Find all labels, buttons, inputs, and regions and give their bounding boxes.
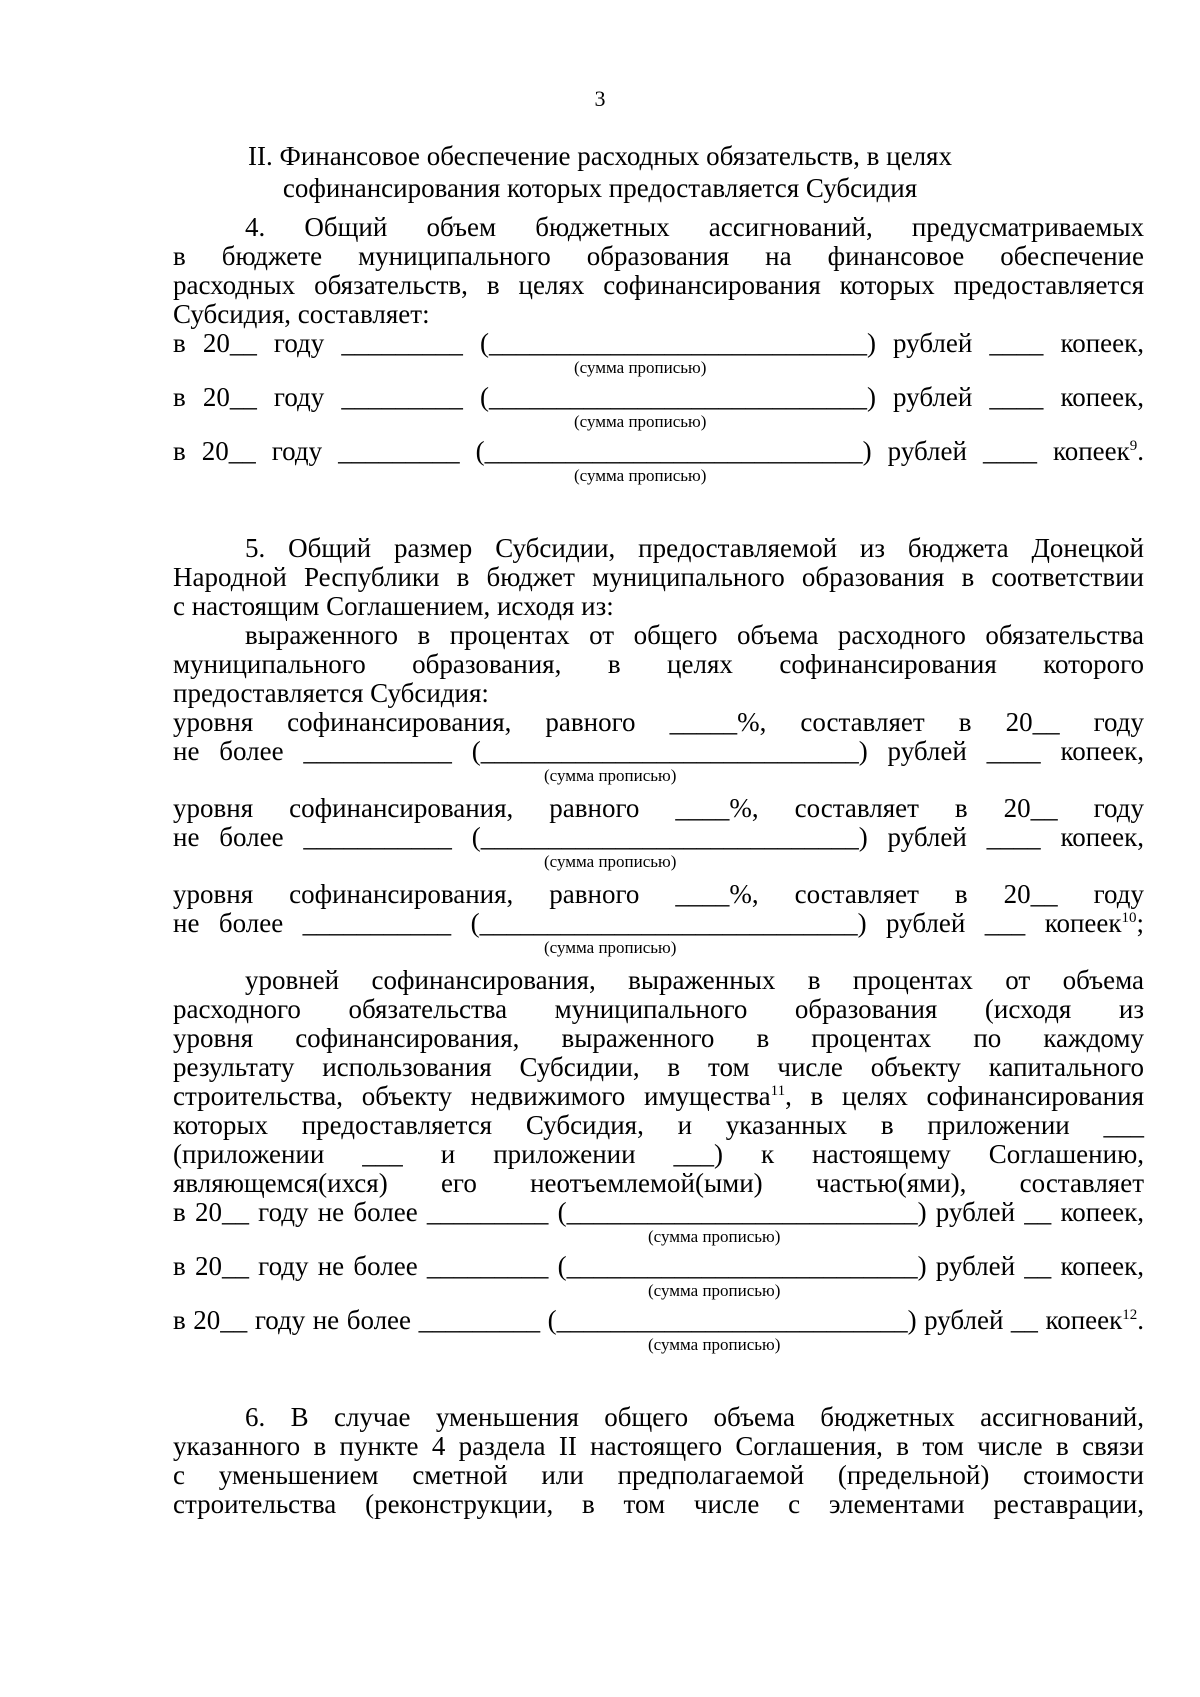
- para5-b-line-2: муниципального образования, в целях софинансирования которого: [173, 649, 1144, 679]
- para5-c-line-5: [173, 1080, 1144, 1112]
- footnote-ref-12: 12: [1122, 1307, 1138, 1323]
- page-number: 3: [594, 86, 606, 111]
- amount-caption: (сумма прописью): [574, 466, 707, 485]
- amount-caption: (сумма прописью): [544, 938, 677, 957]
- para5-line-1: 5. Общий размер Субсидии, предоставляемой из бюджета Донецкой: [245, 533, 1144, 563]
- para5-c-line-7: (приложении ___ и приложении ___) к настоящему Соглашению,: [173, 1139, 1144, 1169]
- footnote-ref-11: 11: [770, 1083, 786, 1099]
- section-heading-line-1: II. Финансовое обеспечение расходных обязательств, в целях: [248, 141, 952, 171]
- year-not-more-row-3: [173, 1304, 1144, 1336]
- para4-line-2: в бюджете муниципального образования на финансовое обеспечение: [173, 241, 1144, 271]
- year-not-more-row-2: в 20__ году не более _________ (__________________________) рублей __ копеек,: [173, 1251, 1144, 1281]
- para4-line-1: 4. Общий объем бюджетных ассигнований, предусматриваемых: [245, 212, 1144, 242]
- not-more-line-text: не более ___________ (____________________________) рублей ___ копеек: [173, 908, 1122, 938]
- amount-caption: (сумма прописью): [544, 852, 677, 871]
- para6-line-4: строительства (реконструкции, в том числе с элементами реставрации,: [173, 1489, 1144, 1519]
- para4-row-3: [173, 435, 1144, 467]
- para5-b-line-1: выраженного в процентах от общего объема расходного обязательства: [245, 620, 1144, 650]
- not-more-line: не более ___________ (____________________________) рублей ____ копеек,: [173, 822, 1144, 852]
- para4-row-3-text: в 20__ году _________ (____________________________) рублей ____ копеек: [173, 436, 1130, 466]
- para6-line-3: с уменьшением сметной или предполагаемой (предельной) стоимости: [173, 1460, 1144, 1490]
- cofinancing-level-line: уровня софинансирования, равного ____%, составляет в 20__ году: [173, 793, 1144, 823]
- year-not-more-row-1: в 20__ году не более _________ (__________________________) рублей __ копеек,: [173, 1197, 1144, 1227]
- para6-line-1: 6. В случае уменьшения общего объема бюджетных ассигнований,: [245, 1402, 1144, 1432]
- para5-c-line-3: уровня софинансирования, выраженного в процентах по каждому: [173, 1023, 1144, 1053]
- para5-c-line-5-text: строительства, объекту недвижимого имущества: [173, 1081, 771, 1111]
- para5-c-line-5-tail: , в целях софинансирования: [785, 1081, 1144, 1111]
- year-not-more-row-3-text: в 20__ году не более _________ (__________________________) рублей __ копеек: [173, 1305, 1123, 1335]
- para5-c-line-8: являющемся(ихся) его неотъемлемой(ыми) частью(ями), составляет: [173, 1168, 1144, 1198]
- footnote-ref-9: 9: [1129, 438, 1138, 454]
- para6-line-2: указанного в пункте 4 раздела II настоящего Соглашения, в том числе в связи: [173, 1431, 1144, 1461]
- year-not-more-row-3-end: .: [1137, 1305, 1144, 1335]
- para5-c-line-6: которых предоставляется Субсидия, и указанных в приложении ___: [173, 1110, 1144, 1140]
- not-more-line: не более ___________ (____________________________) рублей ____ копеек,: [173, 736, 1144, 766]
- para4-line-4: Субсидия, составляет:: [173, 299, 430, 329]
- footnote-ref-10: 10: [1121, 910, 1137, 926]
- para4-row-1: в 20__ году _________ (____________________________) рублей ____ копеек,: [173, 328, 1144, 358]
- amount-caption: (сумма прописью): [574, 358, 707, 377]
- para5-line-2: Народной Республики в бюджет муниципального образования в соответствии: [173, 562, 1144, 592]
- cofinancing-level-line: уровня софинансирования, равного _____%, составляет в 20__ году: [173, 707, 1144, 737]
- para4-row-3-end: .: [1137, 436, 1144, 466]
- not-more-line-last: [173, 907, 1144, 939]
- para5-line-3: с настоящим Соглашением, исходя из:: [173, 591, 614, 621]
- amount-caption: (сумма прописью): [574, 412, 707, 431]
- cofinancing-level-line: уровня софинансирования, равного ____%, составляет в 20__ году: [173, 879, 1144, 909]
- not-more-line-end: ;: [1136, 908, 1144, 938]
- para5-c-line-2: расходного обязательства муниципального образования (исходя из: [173, 994, 1144, 1024]
- amount-caption: (сумма прописью): [544, 766, 677, 785]
- amount-caption: (сумма прописью): [648, 1281, 781, 1300]
- para5-c-line-4: результату использования Субсидии, в том числе объекту капитального: [173, 1052, 1144, 1082]
- para5-c-line-1: уровней софинансирования, выраженных в процентах от объема: [245, 965, 1144, 995]
- amount-caption: (сумма прописью): [648, 1227, 781, 1246]
- amount-caption: (сумма прописью): [648, 1335, 781, 1354]
- para5-b-line-3: предоставляется Субсидия:: [173, 678, 489, 708]
- para4-line-3: расходных обязательств, в целях софинансирования которых предоставляется: [173, 270, 1144, 300]
- section-heading-line-2: софинансирования которых предоставляется Субсидия: [282, 173, 918, 203]
- para4-row-2: в 20__ году _________ (____________________________) рублей ____ копеек,: [173, 382, 1144, 412]
